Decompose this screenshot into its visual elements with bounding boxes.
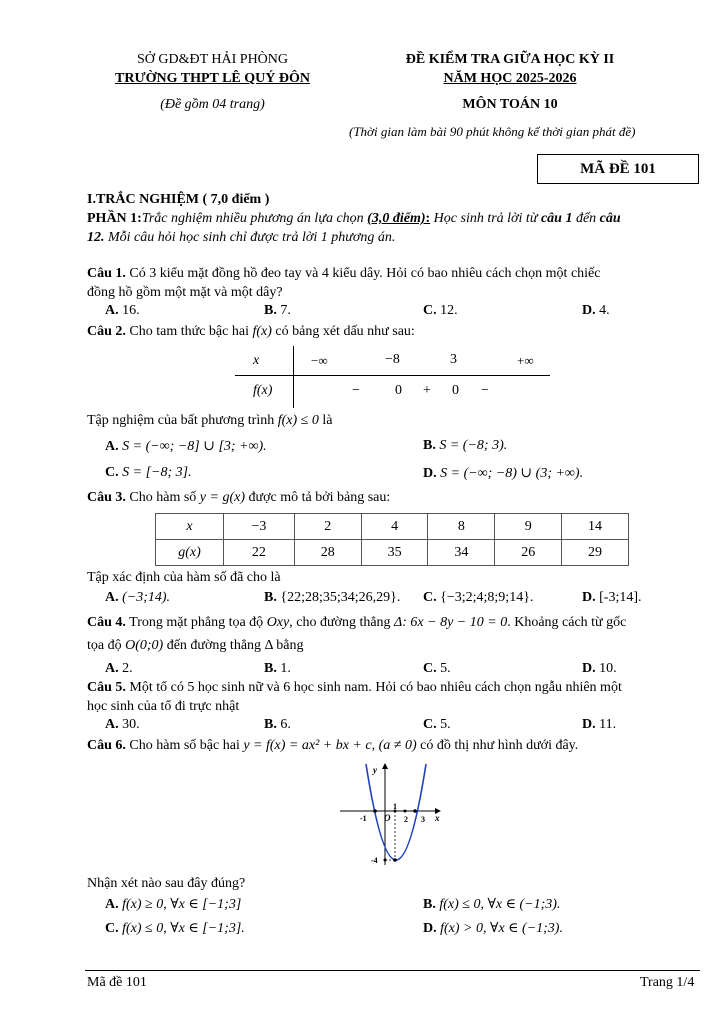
- q2-option-c[interactable]: [105, 465, 192, 481]
- q4-c: 5.: [440, 661, 451, 676]
- q4-option-d[interactable]: [582, 661, 617, 677]
- sign-x-3: +∞: [517, 353, 534, 368]
- q5-option-d[interactable]: [582, 717, 616, 733]
- q3-x-2: 4: [361, 514, 428, 540]
- q2-ineq: f(x) ≤ 0: [277, 413, 319, 428]
- page-count: (Đề gồm 04 trang): [160, 97, 265, 112]
- sign-0: −: [352, 383, 360, 398]
- q4-option-b[interactable]: [264, 661, 291, 677]
- part-text-2: Học sinh trả lời từ: [430, 211, 541, 226]
- tick-label-2: 2: [404, 815, 408, 824]
- q6-option-d[interactable]: [423, 920, 563, 937]
- opt-label: C.: [423, 303, 437, 318]
- q3-func: y = g(x): [199, 490, 245, 505]
- school-text: TRƯỜNG THPT LÊ QUÝ ĐÔN: [115, 71, 310, 86]
- opt-label: D.: [582, 590, 596, 605]
- tick-label-m1: -1: [360, 814, 367, 823]
- q3-g-2: 35: [361, 540, 428, 566]
- school-name: [100, 71, 325, 87]
- opt-label: C.: [105, 921, 119, 936]
- y-tick-point: [384, 859, 387, 862]
- q4-b: 1.: [280, 661, 291, 676]
- q2-t1: Cho tam thức bậc hai: [125, 324, 253, 339]
- q4-line-eq: Δ: 6x − 8y − 10 = 0: [394, 615, 508, 630]
- q3-x-3: 8: [428, 514, 495, 540]
- q2-func: f(x): [252, 324, 272, 339]
- q3-table: [155, 513, 629, 566]
- q1-label: Câu 1.: [87, 266, 126, 281]
- q1-option-c[interactable]: [423, 303, 458, 319]
- q5-option-c[interactable]: [423, 717, 451, 733]
- part-colon: :: [425, 211, 431, 226]
- origin-label: O: [384, 813, 391, 823]
- q3-g-0: 22: [224, 540, 295, 566]
- footer-page: Trang 1/4: [640, 975, 695, 990]
- q4-label: Câu 4.: [87, 615, 126, 630]
- exam-code: MÃ ĐỀ 101: [580, 161, 656, 177]
- part-label: PHẦN 1:: [87, 211, 142, 226]
- opt-label: D.: [423, 921, 437, 936]
- sign-table-fx: f(x): [253, 383, 273, 398]
- q2-option-a[interactable]: [105, 438, 267, 455]
- sign-x-0: −∞: [311, 353, 328, 368]
- q3-g-1: 28: [294, 540, 361, 566]
- q6-d: f(x) > 0, ∀x ∈ (−1;3).: [440, 921, 563, 936]
- q2-t2: có bảng xét dấu như sau:: [271, 324, 415, 339]
- q2-b: S = (−8; 3).: [439, 438, 508, 453]
- q1-option-d[interactable]: [582, 303, 610, 319]
- x-axis-label: x: [435, 813, 440, 823]
- q3-x-5: 14: [562, 514, 629, 540]
- sign-2: +: [423, 383, 431, 398]
- q5-a: 30.: [122, 717, 140, 732]
- part-points: (3,0 điểm): [367, 211, 426, 226]
- opt-label: A.: [105, 661, 119, 676]
- q5-l1: Một tổ có 5 học sinh nữ và 6 học sinh nam. Hỏi có bao nhiêu cách chọn ngẫu nhiên một: [125, 680, 622, 695]
- q3-g-label: g(x): [156, 540, 224, 566]
- q6-prompt: Nhận xét nào sau đây đúng?: [87, 876, 246, 891]
- exam-code-box: [537, 154, 699, 184]
- year-text: NĂM HỌC 2025-2026: [443, 71, 577, 86]
- q2-label: Câu 2.: [87, 324, 126, 339]
- q4-text-1: [87, 615, 699, 631]
- y-axis-label: y: [373, 765, 377, 775]
- parabola-graph: [335, 760, 445, 870]
- q2-option-b[interactable]: [423, 438, 507, 454]
- part-line2: Mỗi câu hỏi học sinh chỉ được trả lời 1 phương án.: [104, 230, 396, 245]
- q4-option-c[interactable]: [423, 661, 451, 677]
- sign-3: 0: [452, 383, 459, 398]
- part-to: câu: [599, 211, 621, 226]
- opt-label: D.: [582, 717, 596, 732]
- q5-b: 6.: [280, 717, 291, 732]
- table-row: [156, 514, 629, 540]
- q4-origin: O(0;0): [125, 638, 164, 653]
- opt-label: D.: [582, 661, 596, 676]
- q2-prompt-text: Tập nghiệm của bất phương trình: [87, 413, 278, 428]
- exam-subject: MÔN TOÁN 10: [462, 97, 558, 112]
- q3-text: [87, 490, 699, 506]
- q5-label: Câu 5.: [87, 680, 126, 695]
- tick-point-2: [404, 810, 407, 813]
- q6-option-c[interactable]: [105, 920, 245, 937]
- root-point-right: [413, 809, 417, 813]
- q3-prompt: Tập xác định của hàm số đã cho là: [87, 570, 281, 585]
- q1-option-b[interactable]: [264, 303, 291, 319]
- q6-t1: Cho hàm số bậc hai: [125, 738, 244, 753]
- opt-label: C.: [423, 590, 437, 605]
- section-title: I.TRẮC NGHIỆM ( 7,0 điểm ): [87, 192, 270, 207]
- q5-d: 11.: [599, 717, 617, 732]
- q1-text-line1: [87, 266, 699, 282]
- q4-delta: Δ: [264, 638, 273, 653]
- opt-label: C.: [105, 465, 119, 480]
- q1-option-a[interactable]: [105, 303, 140, 319]
- footer-divider: [85, 970, 700, 971]
- q3-g-4: 26: [495, 540, 562, 566]
- q3-option-b[interactable]: [264, 590, 400, 606]
- part-to-word: đến: [572, 211, 600, 226]
- q2-c: S = [−8; 3].: [122, 465, 192, 480]
- q6-option-b[interactable]: [423, 896, 560, 913]
- q6-b: f(x) ≤ 0, ∀x ∈ (−1;3).: [439, 897, 561, 912]
- exam-time: (Thời gian làm bài 90 phút không kể thời gian phát đề): [349, 124, 636, 139]
- q6-label: Câu 6.: [87, 738, 126, 753]
- q4-l2b: đến đường thẳng: [163, 638, 265, 653]
- q4-option-a[interactable]: [105, 661, 133, 677]
- q6-func: y = f(x) = ax² + bx + c, (a ≠ 0): [243, 738, 417, 753]
- q3-t2: được mô tả bởi bảng sau:: [245, 490, 391, 505]
- q6-option-a[interactable]: [105, 896, 241, 913]
- footer-code: Mã đề 101: [87, 975, 147, 990]
- q1-line1: Có 3 kiểu mặt đồng hồ đeo tay và 4 kiểu dây. Hỏi có bao nhiêu cách chọn một chiếc: [125, 266, 601, 281]
- q3-g-3: 34: [428, 540, 495, 566]
- table-row: [156, 540, 629, 566]
- q1-a: 16.: [122, 303, 140, 318]
- q3-option-c[interactable]: [423, 590, 533, 606]
- q3-label: Câu 3.: [87, 490, 126, 505]
- q4-t2: , cho đường thẳng: [289, 615, 395, 630]
- q4-t1: Trong mặt phẳng tọa độ: [125, 615, 267, 630]
- q6-text: [87, 738, 699, 754]
- part-instructions: [87, 211, 699, 227]
- part-from: câu 1: [540, 211, 573, 226]
- opt-label: C.: [423, 661, 437, 676]
- q2-option-d[interactable]: [423, 465, 583, 482]
- q3-g-5: 29: [562, 540, 629, 566]
- q3-option-a[interactable]: [105, 590, 170, 606]
- q3-x-label: x: [156, 514, 224, 540]
- opt-label: C.: [423, 717, 437, 732]
- q5-option-b[interactable]: [264, 717, 291, 733]
- exam-title: ĐỀ KIỂM TRA GIỮA HỌC KỲ II: [405, 52, 615, 67]
- q5-text-1: [87, 680, 699, 696]
- tick-label-m4: -4: [371, 856, 378, 865]
- opt-label: A.: [105, 897, 119, 912]
- q4-l2a: tọa độ: [87, 638, 126, 653]
- opt-label: A.: [105, 439, 119, 454]
- part-text-1: Trắc nghiệm nhiều phương án lựa chọn: [141, 211, 368, 226]
- opt-label: B.: [423, 438, 436, 453]
- q4-text-2: [87, 638, 699, 654]
- q2-prompt: [87, 413, 699, 429]
- q3-option-d[interactable]: [582, 590, 642, 606]
- root-point-left: [373, 809, 377, 813]
- opt-label: B.: [264, 661, 277, 676]
- q3-b: {22;28;35;34;26,29}.: [280, 590, 401, 605]
- q6-t2: có đồ thị như hình dưới đây.: [416, 738, 579, 753]
- part-line2-num: 12.: [87, 230, 105, 245]
- q1-b: 7.: [280, 303, 291, 318]
- vertex-point: [393, 858, 397, 862]
- q4-a: 2.: [122, 661, 133, 676]
- q5-l2: học sinh của tổ đi trực nhật: [87, 699, 240, 714]
- q5-c: 5.: [440, 717, 451, 732]
- tick-label-3: 3: [421, 815, 425, 824]
- opt-label: D.: [582, 303, 596, 318]
- q3-c: {−3;2;4;8;9;14}.: [440, 590, 534, 605]
- opt-label: A.: [105, 590, 119, 605]
- sign-x-1: −8: [385, 352, 400, 367]
- q3-d: [-3;14].: [599, 590, 642, 605]
- sign-table: [235, 346, 550, 408]
- sign-table-x: x: [253, 353, 260, 368]
- opt-label: A.: [105, 717, 119, 732]
- opt-label: B.: [423, 897, 436, 912]
- q2-d: S = (−∞; −8) ∪ (3; +∞).: [440, 466, 584, 481]
- q2-text: [87, 324, 699, 340]
- q4-l2c: bằng: [272, 638, 304, 653]
- q1-c: 12.: [440, 303, 458, 318]
- q4-oxy: Oxy: [266, 615, 290, 630]
- opt-label: A.: [105, 303, 119, 318]
- q3-x-1: 2: [294, 514, 361, 540]
- part-instructions-2: [87, 230, 699, 246]
- sign-4: −: [481, 383, 489, 398]
- exam-year: [372, 71, 648, 87]
- sign-x-2: 3: [450, 352, 457, 367]
- q4-d: 10.: [599, 661, 617, 676]
- dept-name: SỞ GD&ĐT HẢI PHÒNG: [136, 52, 289, 67]
- tick-label-1: 1: [393, 802, 397, 811]
- q6-a: f(x) ≥ 0, ∀x ∈ [−1;3]: [122, 897, 242, 912]
- q3-x-0: −3: [224, 514, 295, 540]
- q3-t1: Cho hàm số: [125, 490, 200, 505]
- q4-t3: . Khoảng cách từ gốc: [507, 615, 627, 630]
- opt-label: D.: [423, 466, 437, 481]
- q2-a: S = (−∞; −8] ∪ [3; +∞).: [122, 439, 267, 454]
- opt-label: B.: [264, 717, 277, 732]
- q2-prompt-end: là: [318, 413, 333, 428]
- q3-x-4: 9: [495, 514, 562, 540]
- q1-line2: đồng hồ gồm một mặt và một dây?: [87, 285, 283, 300]
- q1-d: 4.: [599, 303, 610, 318]
- opt-label: B.: [264, 590, 277, 605]
- q6-c: f(x) ≤ 0, ∀x ∈ [−1;3].: [122, 921, 245, 936]
- opt-label: B.: [264, 303, 277, 318]
- q5-option-a[interactable]: [105, 717, 140, 733]
- q3-a: (−3;14).: [122, 590, 171, 605]
- sign-1: 0: [395, 383, 402, 398]
